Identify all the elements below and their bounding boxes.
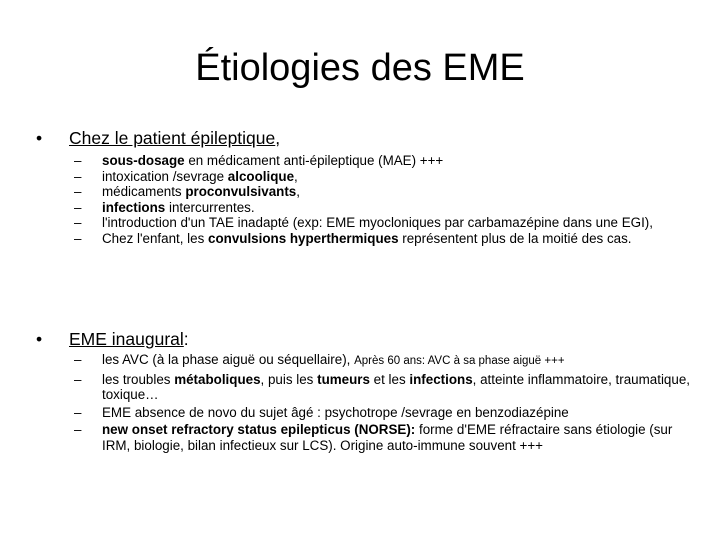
list-item [36,184,696,200]
item-text: intercurrentes. [165,199,255,215]
emphasis: convulsions hyperthermiques [208,230,399,246]
item-note: Après 60 ans: AVC à sa phase aiguë +++ [354,355,565,367]
bullet-icon: • [36,329,43,349]
item-text: Chez l'enfant, les [102,230,209,246]
item-text: , [296,184,300,199]
heading-punct: , [275,128,281,148]
dash-icon: – [74,230,82,246]
dash-icon: – [74,371,82,387]
emphasis: métaboliques [174,371,261,387]
item-text: intoxication /sevrage [102,168,228,184]
item-text: en médicament anti-épileptique (MAE) +++ [184,153,444,168]
list-item [36,169,696,185]
emphasis: sous-dosage [102,153,185,168]
slide-title: Étiologies des EME [195,47,525,89]
list-item [36,200,696,216]
emphasis: tumeurs [317,371,370,387]
dash-icon: – [74,168,82,184]
sub-list [36,352,696,453]
item-text: et les [369,371,410,387]
dash-icon: – [74,404,82,420]
list-item [36,405,696,421]
sub-list [36,153,696,246]
item-text: forme d'EME réfractaire sans étiologie (sur IRM, biologie, bilan infectieux sur LCS). Origine auto-immune souvent +++ [102,422,673,453]
item-text: , [294,168,298,184]
section-inaugural-eme [36,328,696,455]
section-epileptic-patient [36,127,696,246]
bullet-icon: • [36,128,43,148]
heading-text: Chez le patient épileptique [69,128,276,148]
item-text: les troubles [102,371,175,387]
item-text: médicaments [102,184,186,199]
list-item [36,231,696,247]
list-item [36,153,696,169]
item-text: EME absence de novo du sujet âgé : psychotrope /sevrage en benzodiazépine [102,404,569,420]
item-text: représentent plus de la moitié des cas. [398,230,632,246]
item-text: , atteinte inflammatoire, traumatique, toxique… [102,371,690,402]
section-heading [36,328,696,350]
dash-icon: – [74,422,82,437]
emphasis: proconvulsivants [185,184,297,199]
item-text: les AVC (à la phase aiguë ou séquellaire), [102,352,355,367]
emphasis: alcoolique [227,168,295,184]
section-heading [36,127,696,149]
item-text: , puis les [260,371,318,387]
heading-text: EME inaugural [69,329,184,349]
list-item [36,422,696,453]
dash-icon: – [74,215,82,230]
dash-icon: – [74,199,82,215]
list-item [36,352,696,370]
item-text: l'introduction d'un TAE inadapté (exp: EME myocloniques par carbamazépine dans une EGI), [102,215,653,230]
dash-icon: – [74,153,82,168]
list-item [36,372,696,403]
dash-icon: – [74,184,82,199]
dash-icon: – [74,352,82,367]
list-item [36,215,696,231]
emphasis: new onset refractory status epilepticus (NORSE): [102,422,416,437]
emphasis: infections [409,371,473,387]
emphasis: infections [102,199,166,215]
heading-punct: : [183,329,189,349]
